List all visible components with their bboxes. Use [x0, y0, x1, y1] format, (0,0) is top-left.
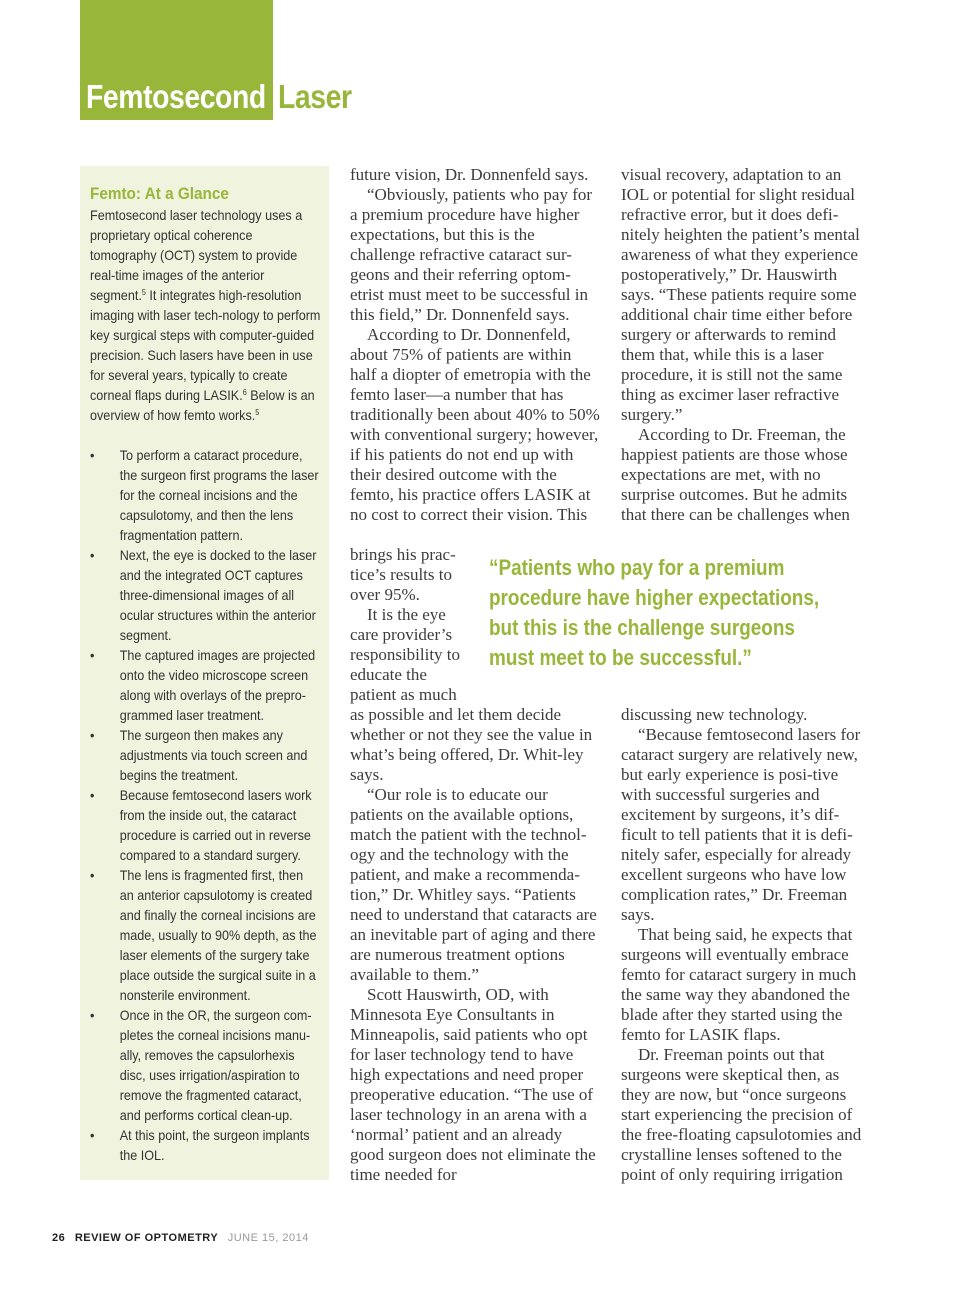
citation-superscript: 5: [255, 408, 260, 417]
body-paragraph: It is the eye care provider’s responsibility to educate the patient as much: [350, 605, 461, 704]
body-paragraph: future vision, Dr. Donnenfeld says.: [350, 165, 589, 184]
citation-superscript: 5: [141, 288, 146, 297]
body-paragraph: According to Dr. Donnenfeld, about 75% of patients are within half a diopter of emetropia with the femto laser—a number that has traditionally been about 40% to 50% with conventional surgery; however, if his patients do not end up with their desired outcome with the femto, his practice offers LASIK at no cost to correct their vision. This: [350, 325, 600, 524]
sidebar-bullet: • Once in the OR, the surgeon com-pletes the corneal incisions manu-ally, removes the capsulorhexis disc, uses irrigation/aspiration to remove the fragmented cataract, and performs cortical clean-up.: [90, 1005, 320, 1125]
body-paragraph: as possible and let them decide whether or not they see the value in what’s being offered, Dr. Whit-ley says.: [350, 705, 593, 784]
body-paragraph: “Our role is to educate our patients on the available options, match the patient with the technol-ogy and the technology with the patient, and make a recommenda-tion,” Dr. Whitley says. “Patients need to understand that cataracts are an inevitable part of aging and there are numerous treatment options available to them.”: [350, 785, 597, 984]
body-paragraph: Scott Hauswirth, OD, with Minnesota Eye Consultants in Minneapolis, said patients who opt for laser technology tend to have high expectations and need proper preoperative education. “The use of laser technology in an arena with a ‘normal’ patient and an already good surgeon does not eliminate the time needed for: [350, 985, 596, 1184]
sidebar-bullet: • The lens is fragmented first, then an anterior capsulotomy is created and finally the corneal incisions are made, usually to 90% depth, as the laser elements of the surgery take place outside the surgical suite in a nonsterile environment.: [90, 865, 320, 1005]
citation-superscript: 6: [242, 388, 247, 397]
body-paragraph: “Obviously, patients who pay for a premium procedure have higher expectations, but this is the challenge refractive cataract sur-geons and their referring optom-etrist must meet to be successful in this field,” Dr. Donnenfeld says.: [350, 185, 593, 324]
pull-quote: “Patients who pay for a premium procedure have higher expectations, but this is the challenge surgeons must meet to be successful.”: [489, 555, 820, 670]
sidebar-intro-text-a: Femtosecond laser technology uses a proprietary optical coherence tomography (OCT) system to provide real-time images of the anterior segment.: [90, 207, 303, 303]
sidebar-bullet-list: [90, 445, 320, 1165]
body-paragraph: “Because femtosecond lasers for cataract surgery are relatively new, but early experience is posi-tive with successful surgeries and excitement by surgeons, it’s dif-ficult to tell patients that it is defi-nitely safer, especially for already excellent surgeons who have low complication rates,” Dr. Freeman says.: [621, 725, 861, 924]
sidebar-intro-text-c: Below is an overview of how femto works.: [90, 387, 315, 423]
body-paragraph: brings his prac-tice’s results to over 95%.: [350, 545, 456, 604]
body-paragraph: According to Dr. Freeman, the happiest patients are those whose expectations are met, with no surprise outcomes. But he admits that there can be challenges when: [621, 425, 850, 524]
body-column-2-bottom: [350, 705, 600, 1185]
body-column-2-top: [350, 165, 600, 525]
body-paragraph: visual recovery, adaptation to an IOL or potential for slight residual refractive error, but it does defi-nitely heighten the patient’s mental awareness of what they experience postoperatively,” Dr. Hauswirth says. “These patients require some additional chair time either before surgery or afterwards to remind them that, while this is a laser procedure, it is still not the same thing as excimer laser refractive surgery.”: [621, 165, 860, 424]
issue-date: JUNE 15, 2014: [227, 1232, 309, 1244]
body-paragraph: discussing new technology.: [621, 705, 808, 724]
sidebar-bullet: • The surgeon then makes any adjustments via touch screen and begins the treatment.: [90, 725, 320, 785]
body-column-2-narrow: [350, 545, 463, 705]
sidebar-title: Femto: At a Glance: [90, 184, 229, 203]
body-column-3-top: [621, 165, 871, 525]
body-paragraph: Dr. Freeman points out that surgeons were skeptical then, as they are now, but “once surgeons start experiencing the precision of the free-floating capsulotomies and crystalline lenses softened to the point of only requiring irrigation: [621, 1045, 862, 1184]
sidebar-bullet: • Because femtosecond lasers work from the inside out, the cataract procedure is carried out in reverse compared to a standard surgery.: [90, 785, 320, 865]
sidebar-bullet: • At this point, the surgeon implants the IOL.: [90, 1125, 320, 1165]
section-title-accent: Femtosecond: [86, 78, 266, 115]
sidebar-bullet: • Next, the eye is docked to the laser and the integrated OCT captures three-dimensional images of all ocular structures within the anterior segment.: [90, 545, 320, 645]
page-number: 26: [52, 1232, 66, 1244]
section-title: Laser: [278, 78, 352, 115]
sidebar-bullet: • To perform a cataract procedure, the surgeon first programs the laser for the corneal incisions and the capsulotomy, and then the lens fragmentation pattern.: [90, 445, 320, 545]
sidebar-intro: [90, 205, 320, 425]
publication-name: REVIEW OF OPTOMETRY: [74, 1232, 219, 1244]
sidebar-intro-text-b: It integrates high-resolution imaging with laser tech-nology to perform key surgical steps with computer-guided precision. Such lasers have been in use for several years, typically to create corneal flaps during LASIK.: [90, 287, 321, 403]
page-footer: [52, 1232, 309, 1244]
body-paragraph: That being said, he expects that surgeons will eventually embrace femto for cataract surgery in much the same way they abandoned the blade after they started using the femto for LASIK flaps.: [621, 925, 857, 1044]
body-column-3-bottom: [621, 705, 871, 1185]
sidebar-bullet: • The captured images are projected onto the video microscope screen along with overlays of the prepro-grammed laser treatment.: [90, 645, 320, 725]
